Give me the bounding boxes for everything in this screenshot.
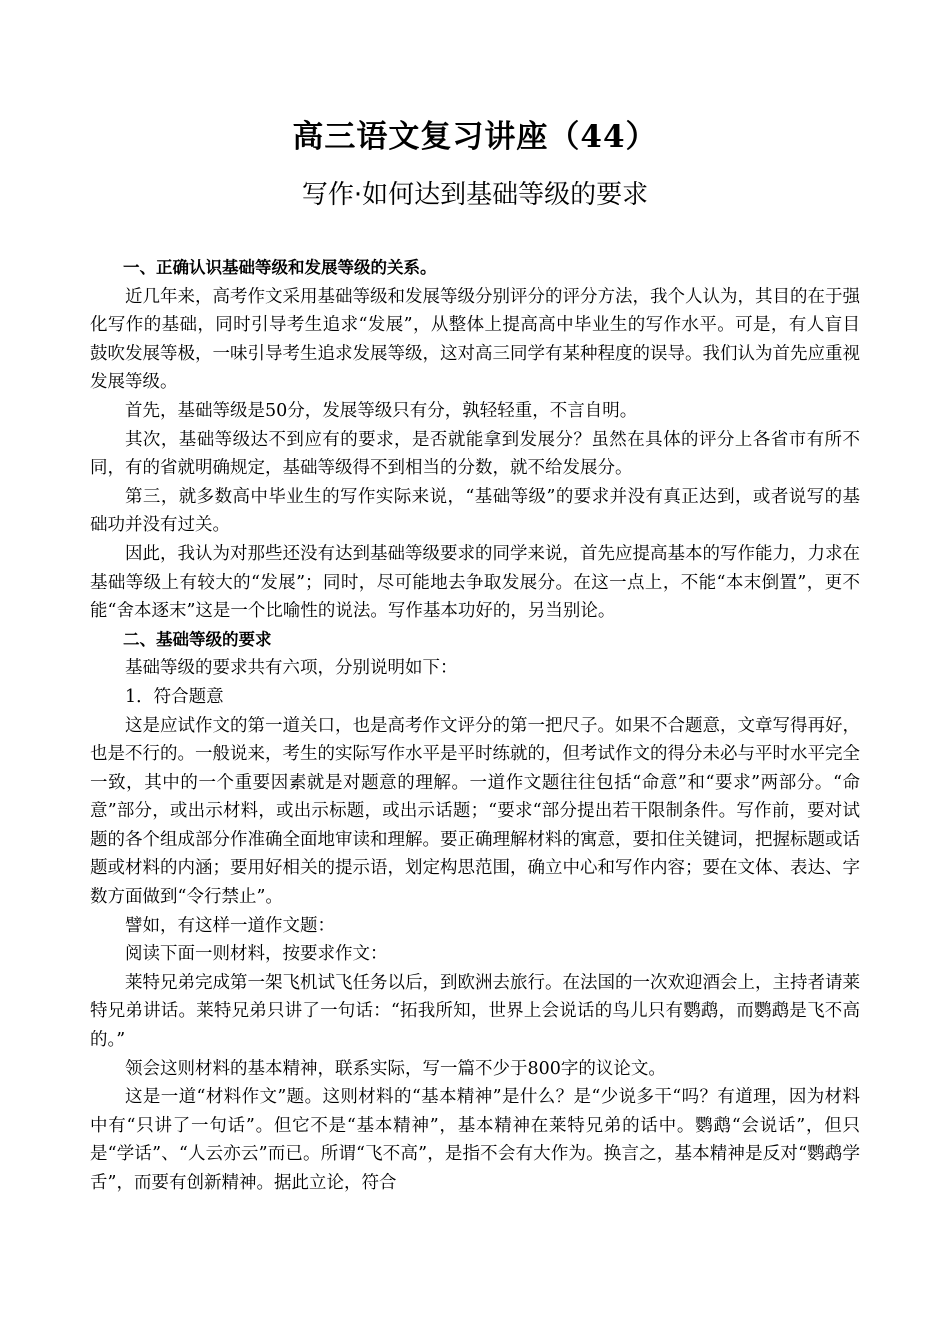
paragraph: 譬如，有这样一道作文题： xyxy=(125,915,335,936)
paragraph: 阅读下面一则材料，按要求作文： xyxy=(125,944,388,965)
paragraph: 这是应试作文的第一道关口，也是高考作文评分的第一把尺子。如果不合题意，文章写得再好，也是不行的。一般说来，考生的实际写作水平是平时练就的，但考试作文的得分未必与平时水平完全一致，其中的一个重要因素就是对题意的理解。一道作文题往往包括“命意”和“要求”两部分。“命意”部分，或出示材料，或出示标题，或出示话题；“要求“部分提出若干限制条件。写作前，要对试题的各个组成部分作准确全面地审读和理解。要正确理解材料的寓意，要扣住关键词，把握标题或话题或材料的内涵；要用好相关的提示语，划定构思范围，确立中心和写作内容；要在文体、表达、字数方面做到“令行禁止”。 xyxy=(90,715,860,908)
paragraph: 其次，基础等级达不到应有的要求，是否就能拿到发展分？虽然在具体的评分上各省市有所不同，有的省就明确规定，基础等级得不到相当的分数，就不给发展分。 xyxy=(90,429,860,479)
section-heading-1: 一、正确认识基础等级和发展等级的关系。 xyxy=(123,258,437,277)
document-subtitle: 写作·如何达到基础等级的要求 xyxy=(301,180,649,210)
document-body xyxy=(90,254,860,1198)
paragraph: 领会这则材料的基本精神，联系实际，写一篇不少于800字的议论文。 xyxy=(125,1058,666,1079)
paragraph: 基础等级的要求共有六项，分别说明如下： xyxy=(125,658,458,679)
paragraph: 莱特兄弟完成第一架飞机试飞任务以后，到欧洲去旅行。在法国的一次欢迎酒会上，主持者请莱特兄弟讲话。莱特兄弟只讲了一句话：“拓我所知，世界上会说话的鸟儿只有鹦鹉，而鹦鹉是飞不高的。” xyxy=(90,972,860,1051)
subsection-heading: 1．符合题意 xyxy=(125,686,224,707)
paragraph: 第三，就多数高中毕业生的写作实际来说，“基础等级”的要求并没有真正达到，或者说写的基础功并没有过关。 xyxy=(90,486,860,536)
paragraph: 这是一道“材料作文”题。这则材料的“基本精神”是什么？是“少说多干“吗？有道理，因为材料中有“只讲了一句话”。但它不是“基本精神”，基本精神在莱特兄弟的话中。鹦鹉“会说话”，但只是“学话”、“人云亦云”而已。所谓“飞不高”，是指不会有大作为。换言之，基本精神是反对“鹦鹉学舌”，而要有创新精神。据此立论，符合 xyxy=(90,1087,860,1193)
section-heading-2: 二、基础等级的要求 xyxy=(123,629,272,649)
paragraph: 首先，基础等级是50分，发展等级只有分，孰轻轻重，不言自明。 xyxy=(125,400,638,421)
paragraph: 因此，我认为对那些还没有达到基础等级要求的同学来说，首先应提高基本的写作能力，力求在基础等级上有较大的“发展”；同时，尽可能地去争取发展分。在这一点上，不能“本末倒置”，更不能“舍本逐末”这是一个比喻性的说法。写作基本功好的，另当别论。 xyxy=(90,543,860,622)
paragraph: 近几年来，高考作文采用基础等级和发展等级分别评分的评分方法，我个人认为，其目的在于强化写作的基础，同时引导考生追求“发展”，从整体上提高高中毕业生的写作水平。可是，有人盲目鼓吹发展等极，一味引导考生追求发展等级，这对高三同学有某种程度的误导。我们认为首先应重视发展等级。 xyxy=(90,286,860,393)
document-title: 高三语文复习讲座（44） xyxy=(292,119,658,155)
